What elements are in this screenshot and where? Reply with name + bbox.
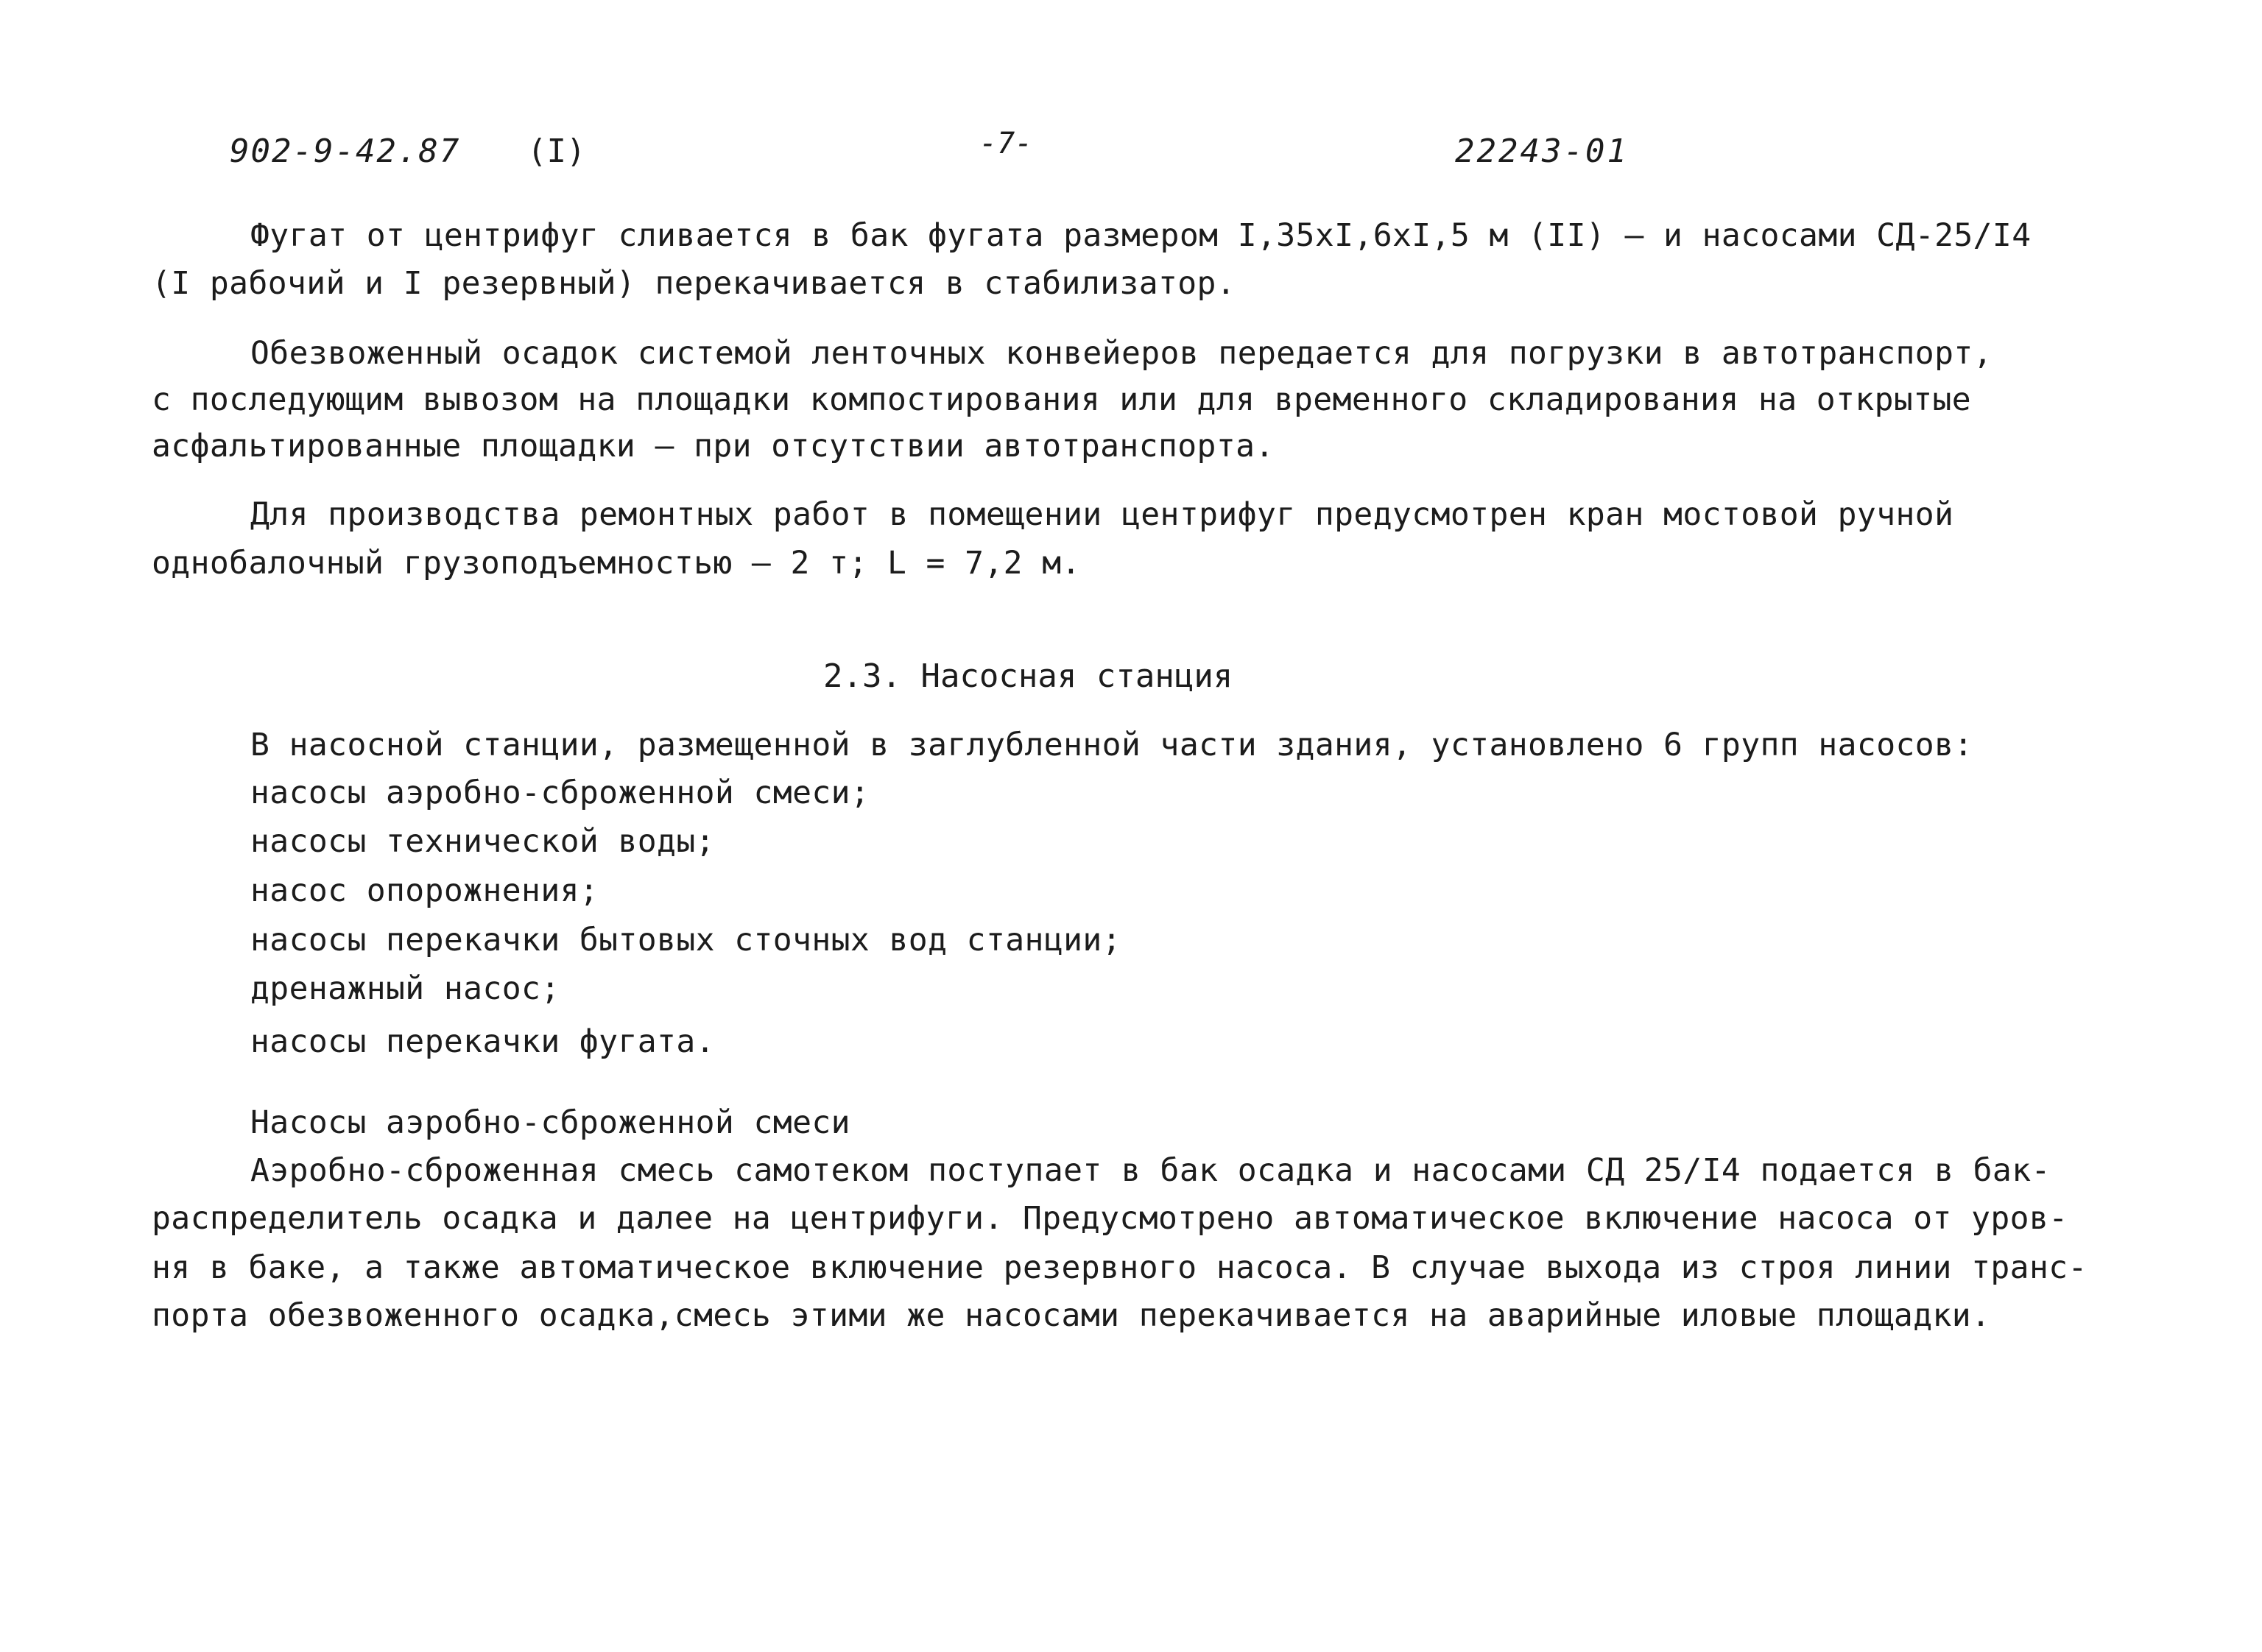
paragraph-line: порта обезвоженного осадка,смесь этими же насосами перекачивается на аварийные иловые площадки. (152, 1297, 1991, 1334)
pump-list-item: насосы перекачки бытовых сточных вод станции; (250, 922, 1121, 959)
pump-list-item: дренажный насос; (250, 970, 560, 1007)
pump-intro: В насосной станции, размещенной в заглубленной части здания, установлено 6 групп насосов: (250, 727, 1973, 763)
paragraph-line: Обезвоженный осадок системой ленточных конвейеров передается для погрузки в автотранспорт, (250, 335, 1993, 372)
pump-list-item: насос опорожнения; (250, 872, 599, 909)
subsection-title: Насосы аэробно-сброженной смеси (250, 1104, 850, 1141)
paragraph-line: Фугат от центрифуг сливается в бак фугата размером I,35хI,6хI,5 м (II) – и насосами СД-25/I4 (250, 217, 2032, 254)
section-title: 2.3. Насосная станция (823, 657, 1233, 695)
paragraph-line: Для производства ремонтных работ в помещении центрифуг предусмотрен кран мостовой ручной (250, 496, 1954, 533)
document-number: 22243-01 (1455, 133, 1629, 170)
pump-list-item: насосы аэробно-сброженной смеси; (250, 774, 870, 811)
paragraph-line: ня в баке, а также автоматическое включение резервного насоса. В случае выхода из строя линии транс- (152, 1249, 2087, 1286)
document-code: 902-9-42.87 (230, 133, 461, 170)
paragraph-line: (I рабочий и I резервный) перекачивается в стабилизатор. (152, 265, 1236, 302)
paragraph-line: распределитель осадка и далее на центрифуги. Предусмотрено автоматическое включение насоса от уров- (152, 1200, 2068, 1237)
paragraph-line: однобалочный грузоподъемностью – 2 т; L = 7,2 м. (152, 545, 1081, 582)
volume-number: (I) (527, 133, 586, 170)
page-number: -7- (979, 127, 1033, 160)
paragraph-line: Аэробно-сброженная смесь самотеком поступает в бак осадка и насосами СД 25/I4 подается в бак- (250, 1152, 2051, 1189)
pump-list-item: насосы технической воды; (250, 823, 715, 860)
pump-list-item: насосы перекачки фугата. (250, 1023, 715, 1060)
paragraph-line: с последующим вывозом на площадки компостирования или для временного складирования на открытые (152, 381, 1972, 418)
paragraph-line: асфальтированные площадки – при отсутствии автотранспорта. (152, 428, 1275, 465)
